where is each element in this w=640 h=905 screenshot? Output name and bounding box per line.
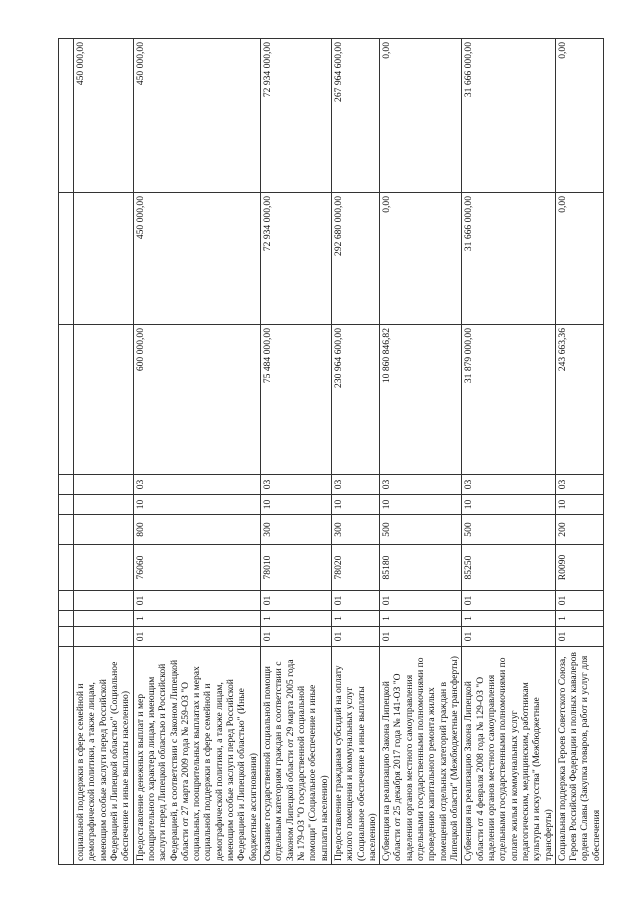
amount-2020: 31 666 000,00 (462, 193, 556, 325)
code-subprogram: 1 (261, 611, 332, 627)
code-program: 01 (462, 627, 556, 647)
code-event: 01 (380, 591, 462, 611)
code-program: 01 (380, 627, 462, 647)
code-expense-type: 500 (380, 515, 462, 545)
code-event: 01 (555, 591, 603, 611)
amount-2020: 450 000,00 (133, 193, 260, 325)
code-section: 10 (380, 495, 462, 515)
code-expense-type: 300 (261, 515, 332, 545)
row-description: Оказание государственной социальной помощи отдельным категориям граждан в соответствии с Законом Липецкой области от 29 марта 2005 года № 179-ОЗ "О государственной социальной помощи" (Социальное обеспечение и иные выплаты населению) (261, 647, 332, 865)
code-subprogram: 1 (462, 611, 556, 627)
code-subprogram: 1 (555, 611, 603, 627)
row-description: социальной поддержки в сфере семейной и демографической политики, а также лицам, имеющим особые заслуги перед Российской Федерацией и Липецкой областью" (Социальное обеспечение и иные выплаты населению) (74, 647, 134, 865)
code-subprogram: 1 (331, 611, 379, 627)
code-program: 01 (261, 627, 332, 647)
code-direction: 85250 (462, 545, 556, 591)
table-row (74, 39, 134, 865)
table-row (133, 39, 260, 865)
amount-2020: 292 680 000,00 (331, 193, 379, 325)
amount-2019: 31 879 000,00 (462, 325, 556, 475)
table-row (59, 39, 74, 865)
table-row (380, 39, 462, 865)
code-subsection: 03 (555, 475, 603, 495)
code-event: 01 (331, 591, 379, 611)
code-section: 10 (462, 495, 556, 515)
code-section: 10 (261, 495, 332, 515)
table-row (555, 39, 603, 865)
budget-table (58, 38, 604, 865)
amount-2019: 243 663,36 (555, 325, 603, 475)
code-direction: 78010 (261, 545, 332, 591)
row-description: Предоставление гражданам субсидий на оплату жилого помещения и коммунальных услуг (Социальное обеспечение и иные выплаты населению) (331, 647, 379, 865)
code-section: 10 (331, 495, 379, 515)
amount-2020: 0,00 (380, 193, 462, 325)
amount-2021: 31 666 000,00 (462, 39, 556, 193)
code-subprogram: 1 (380, 611, 462, 627)
code-direction: 76060 (133, 545, 260, 591)
amount-2020: 0,00 (555, 193, 603, 325)
code-event: 01 (133, 591, 260, 611)
amount-2019: 230 964 600,00 (331, 325, 379, 475)
row-description: Субвенция на реализацию Закона Липецкой области от 25 декабря 2017 года № 141-ОЗ "О наделении органов местного самоуправления отдельными государственными полномочиями по проведению капитального ремонта жилых помещений отдельных категорий граждан в Липецкой области" (Межбюджетные трансферты) (380, 647, 462, 865)
amount-2021: 450 000,00 (74, 39, 134, 193)
code-subsection: 03 (133, 475, 260, 495)
code-event: 01 (462, 591, 556, 611)
code-direction: 85180 (380, 545, 462, 591)
amount-2019: 10 860 846,82 (380, 325, 462, 475)
amount-2021: 267 964 600,00 (331, 39, 379, 193)
amount-2020: 72 934 000,00 (261, 193, 332, 325)
code-subsection: 03 (380, 475, 462, 495)
code-section: 10 (555, 495, 603, 515)
code-section: 10 (133, 495, 260, 515)
code-subprogram: 1 (133, 611, 260, 627)
amount-2019: 75 484 000,00 (261, 325, 332, 475)
amount-2021: 72 934 000,00 (261, 39, 332, 193)
amount-2021: 0,00 (555, 39, 603, 193)
code-event: 01 (261, 591, 332, 611)
table-row (462, 39, 556, 865)
code-direction: 78020 (331, 545, 379, 591)
code-expense-type: 300 (331, 515, 379, 545)
code-program: 01 (331, 627, 379, 647)
code-subsection: 03 (331, 475, 379, 495)
table-body (59, 39, 604, 865)
amount-2019: 600 000,00 (133, 325, 260, 475)
row-description: Социальная поддержка Героев Советского Союза, Героев Российской Федерации и полных кавалеров ордена Славы (Закупка товаров, работ и услуг для обеспечения (555, 647, 603, 865)
code-subsection: 03 (462, 475, 556, 495)
code-subsection: 03 (261, 475, 332, 495)
row-description: Предоставление денежных выплат и мер поощрительного характера лицам, имеющим заслуги перед Липецкой областью и Российской Федерацией, в соответствии с Законом Липецкой области от 27 марта 2009 года № 259-ОЗ "О социальных, поощрительных выплатах и мерах социальной поддержки в сфере семейной и демографической политики, а также лицам, имеющим особые заслуги перед Российской Федерацией и Липецкой областью" (Иные бюджетные ассигнования) (133, 647, 260, 865)
code-expense-type: 500 (462, 515, 556, 545)
code-direction: R0090 (555, 545, 603, 591)
table-row (261, 39, 332, 865)
code-program: 01 (133, 627, 260, 647)
code-expense-type: 800 (133, 515, 260, 545)
amount-2021: 0,00 (380, 39, 462, 193)
row-description: Субвенция на реализацию Закона Липецкой области от 4 февраля 2008 года № 129-ОЗ "О наделении органов местного самоуправления отдельными государственными полномочиями по оплате жилья и коммунальных услуг педагогическим, медицинским, работникам культуры и искусства" (Межбюджетные трансферты) (462, 647, 556, 865)
table-row (331, 39, 379, 865)
code-program: 01 (555, 627, 603, 647)
code-expense-type: 200 (555, 515, 603, 545)
amount-2021: 450 000,00 (133, 39, 260, 193)
